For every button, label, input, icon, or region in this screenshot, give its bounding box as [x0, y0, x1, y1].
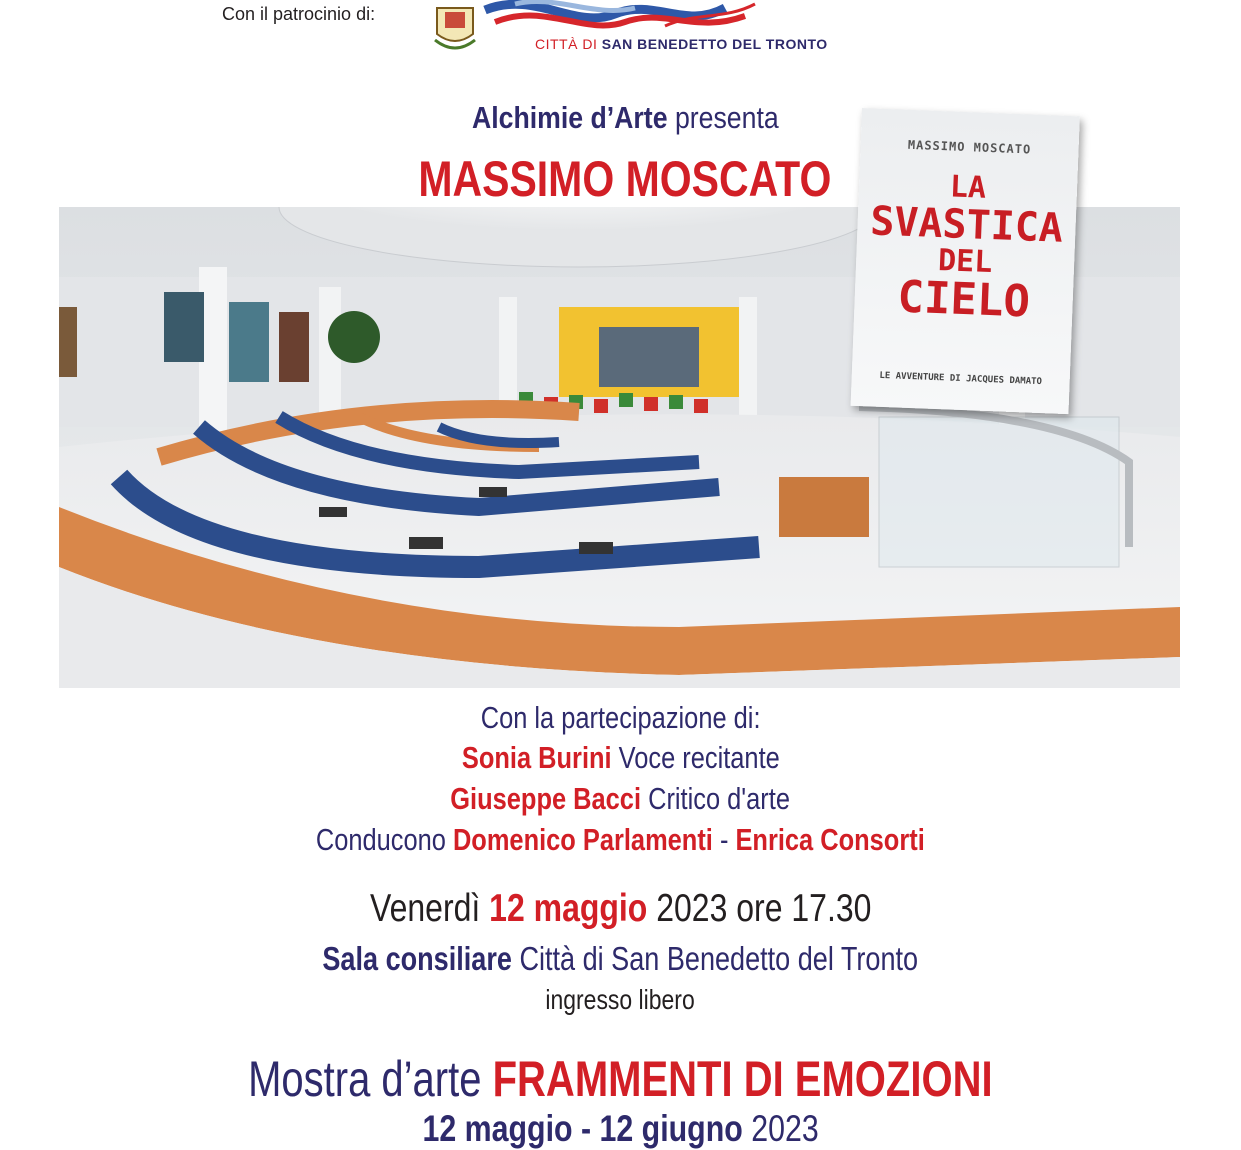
exhibition-dates [0, 1108, 1241, 1150]
host2-name: Enrica Consorti [735, 822, 925, 857]
guest-giuseppe [0, 781, 1241, 817]
exhibition-title [0, 1050, 1241, 1108]
book-title-line-2: SVASTICA [869, 197, 1064, 252]
guest2-role: Critico d'arte [648, 781, 791, 816]
venue-name: Sala consiliare [322, 940, 513, 977]
event-day: Venerdì [369, 887, 481, 930]
event-year-time: 2023 ore 17.30 [656, 887, 872, 930]
participation-intro: Con la partecipazione di: [480, 700, 761, 735]
book-subtitle: LE AVVENTURE DI JACQUES DAMATO [879, 370, 1043, 388]
book-title-line-1: LA [949, 169, 987, 206]
author-name: MASSIMO MOSCATO [418, 151, 832, 207]
guest-sonia [0, 740, 1241, 776]
exhibition-date-range: 12 maggio - 12 giugno [422, 1108, 743, 1149]
city-name: CITTÀ DI SAN BENEDETTO DEL TRONTO [535, 36, 828, 52]
guest1-name: Sonia Burini [461, 740, 612, 775]
event-venue [0, 940, 1241, 978]
city-crest-icon [435, 8, 475, 48]
patronage-label: Con il patrocinio di: [222, 4, 376, 24]
host1-name: Domenico Parlamenti [453, 822, 714, 857]
exhibition-year: 2023 [751, 1108, 819, 1149]
hosts-line [0, 822, 1241, 858]
presenter-name: Alchimie d’Arte [471, 100, 668, 135]
guest1-role: Voce recitante [618, 740, 780, 775]
event-date [0, 887, 1241, 931]
city-logo [425, 0, 815, 66]
hosts-label: Conducono [316, 822, 447, 857]
hosts-separator: - [720, 822, 729, 857]
presenter-line [300, 100, 950, 136]
exhibition-name: FRAMMENTI DI EMOZIONI [492, 1051, 993, 1107]
free-entry: ingresso libero [545, 984, 696, 1015]
presenter-suffix: presenta [674, 100, 779, 135]
exhibition-label: Mostra d’arte [248, 1051, 482, 1107]
venue-city: Città di San Benedetto del Tronto [519, 940, 919, 977]
guest2-name: Giuseppe Bacci [450, 781, 642, 816]
book-title-line-4: CIELO [896, 271, 1031, 328]
book-author: MASSIMO MOSCATO [907, 137, 1032, 157]
book-cover [851, 108, 1080, 414]
event-date-red: 12 maggio [488, 887, 648, 930]
book-title-line-3: DEL [937, 242, 993, 280]
